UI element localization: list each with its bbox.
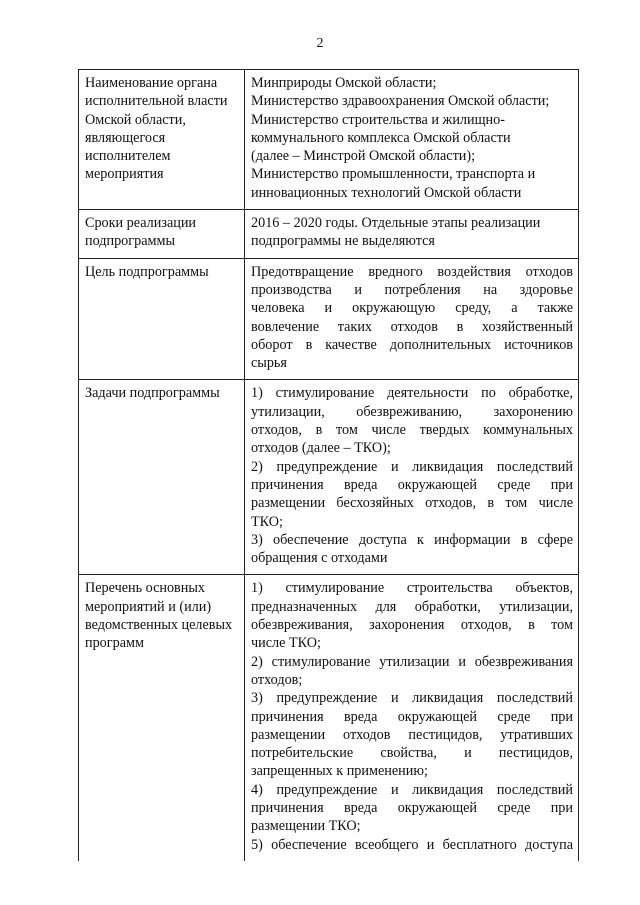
- table-row: [79, 210, 579, 259]
- value-line: 2) стимулирование утилизации и обезвреживания: [251, 653, 573, 670]
- value-line: причинения вреда окружающей среде при: [251, 799, 573, 816]
- value-line: коммунального комплекса Омской области: [251, 129, 511, 146]
- value-line: размещении ТКО;: [251, 818, 361, 835]
- value-line: 2016 – 2020 годы. Отдельные этапы реализации: [251, 215, 541, 232]
- value-line: вовлечение таких отходов в хозяйственный: [251, 318, 573, 335]
- value-line: размещении бесхозяйных отходов, в том числе: [251, 495, 573, 512]
- value-line: Министерство здравоохранения Омской области;: [251, 93, 550, 110]
- label-line: подпрограммы: [85, 233, 175, 250]
- value-line: инновационных технологий Омской области: [251, 184, 522, 201]
- value-line: Минприроды Омской области;: [251, 75, 437, 91]
- value-line: Министерство строительства и жилищно-: [251, 111, 505, 128]
- value-line: Предотвращение вредного воздействия отходов: [251, 263, 573, 280]
- label-line: Задачи подпрограммы: [85, 385, 220, 402]
- row-value-cell: [245, 380, 579, 575]
- row-label-cell: [79, 70, 245, 210]
- label-line: Омской области,: [85, 111, 186, 128]
- value-line: 5) обеспечение всеобщего и бесплатного доступа: [251, 836, 573, 853]
- value-line: отходов, в том числе твердых коммунальных: [251, 422, 573, 439]
- value-line: производства и потребления на здоровье: [251, 281, 573, 298]
- label-line: являющегося: [85, 129, 166, 146]
- value-line: оборот в качестве дополнительных источников: [251, 336, 573, 353]
- value-line: утилизации, обезвреживанию, захоронению: [251, 403, 573, 420]
- value-line: причинения вреда окружающей среде при: [251, 708, 573, 725]
- value-line: 2) предупреждение и ликвидация последствий: [251, 458, 573, 475]
- value-line: размещении отходов пестицидов, утративших: [251, 726, 573, 743]
- row-label-cell: [79, 575, 245, 861]
- label-line: ведомственных целевых: [85, 617, 233, 634]
- row-value-cell: [245, 210, 579, 259]
- value-line: 1) стимулирование строительства объектов,: [251, 580, 573, 597]
- table-row: [79, 258, 579, 380]
- value-line: Министерство промышленности, транспорта и: [251, 166, 536, 183]
- row-label-cell: [79, 210, 245, 259]
- value-line: обращения с отходами: [251, 550, 388, 567]
- value-line: ТКО;: [251, 513, 283, 530]
- page-number: 2: [316, 36, 324, 51]
- label-line: Перечень основных: [85, 580, 205, 597]
- row-label-cell: [79, 380, 245, 575]
- row-value-cell: [245, 70, 579, 210]
- value-line: (далее – Минстрой Омской области);: [251, 148, 476, 165]
- table-row: [79, 380, 579, 575]
- label-line: Цель подпрограммы: [85, 263, 209, 280]
- row-value-cell: [245, 575, 579, 861]
- label-line: исполнительной власти: [85, 93, 228, 110]
- row-value-cell: [245, 258, 579, 380]
- value-line: предназначенных для обработки, утилизации,: [251, 598, 573, 615]
- label-line: программ: [85, 635, 144, 652]
- row-label-cell: [79, 258, 245, 380]
- table-body: [79, 70, 579, 861]
- label-line: Сроки реализации: [85, 215, 197, 232]
- value-line: 3) предупреждение и ликвидация последствий: [251, 690, 573, 707]
- value-line: числе ТКО;: [251, 635, 321, 652]
- table-row: [79, 70, 579, 210]
- label-line: исполнителем: [85, 148, 171, 165]
- label-line: Наименование органа: [85, 75, 218, 91]
- value-line: сырья: [251, 355, 287, 372]
- value-line: отходов (далее – ТКО);: [251, 440, 391, 457]
- value-line: 1) стимулирование деятельности по обработке,: [251, 385, 573, 402]
- value-line: потребительские свойства, и пестицидов,: [251, 745, 573, 762]
- label-line: мероприятия: [85, 166, 164, 183]
- value-line: человека и окружающую среду, а также: [251, 300, 573, 317]
- subprogram-passport-table: [78, 69, 579, 861]
- value-line: причинения вреда окружающей среде при: [251, 476, 573, 493]
- value-line: подпрограммы не выделяются: [251, 233, 435, 250]
- value-line: запрещенных к применению;: [251, 763, 428, 780]
- value-line: отходов;: [251, 671, 303, 688]
- value-line: обезвреживания, захоронения отходов, в том: [251, 617, 573, 634]
- table-row: [79, 575, 579, 861]
- value-line: 4) предупреждение и ликвидация последствий: [251, 781, 573, 798]
- value-line: 3) обеспечение доступа к информации в сфере: [251, 531, 573, 548]
- label-line: мероприятий и (или): [85, 598, 212, 615]
